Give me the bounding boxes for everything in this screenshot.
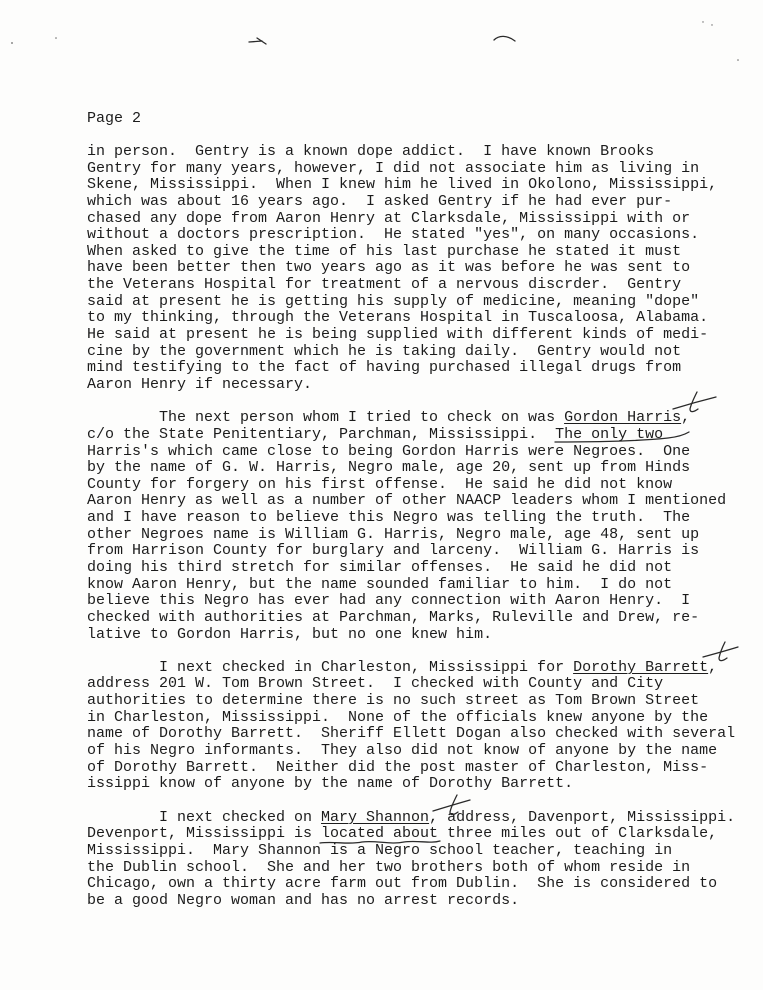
speck [737,59,739,61]
text-line: County for forgery on his first offense. He said he did not know [87,475,673,493]
underlined-name: Mary Shannon [321,808,430,826]
text-line: believe this Negro has ever had any connection with Aaron Henry. I [87,592,691,610]
text-line: Aaron Henry if necessary. [87,375,313,393]
text-line: He said at present he is being supplied with different kinds of medi- [87,326,709,344]
text-line: Skene, Mississippi. When I knew him he lived in Okolono, Mississippi, [87,176,718,194]
punch-mark [249,38,266,44]
text-segment: , [708,658,718,676]
text-line: Mississippi. Mary Shannon is a Negro school teacher, teaching in [87,841,673,859]
text-line: which was about 16 years ago. I asked Gentry if he had ever pur- [87,192,673,210]
paragraph-gentry [87,144,735,394]
text-line: without a doctors prescription. He stated "yes", on many occasions. [87,226,700,244]
text-line: checked with authorities at Parchman, Marks, Ruleville and Drew, re- [87,608,700,626]
text-line: Chicago, own a thirty acre farm out from Dublin. She is considered to [87,875,718,893]
text-line: of his Negro informants. They also did not know of anyone by the name [87,742,718,760]
text-line: address 201 W. Tom Brown Street. I checked with County and City [87,675,664,693]
text-line: When asked to give the time of his last purchase he stated it must [87,242,682,260]
text-line: doing his third stretch for similar offenses. He said he did not [87,558,673,576]
punch-mark [494,36,515,41]
paragraph-mary-shannon [87,810,735,910]
text-line: c/o the State Penitentiary, Parchman, Mississippi. The only two [87,425,664,443]
text-line: Harris's which came close to being Gordon Harris were Negroes. One [87,442,691,460]
text-line: other Negroes name is William G. Harris, Negro male, age 48, sent up [87,525,700,543]
underlined-name: Gordon Harris [564,409,682,427]
underlined-name: Dorothy Barrett [573,658,709,676]
speck [11,42,13,44]
text-line: Aaron Henry as well as a number of other NAACP leaders whom I mentioned [87,492,727,510]
paragraph-gordon-harris [87,410,735,643]
text-line [87,810,735,827]
document-body [87,111,735,910]
text-line: chased any dope from Aaron Henry at Clarksdale, Mississippi with or [87,209,691,227]
text-line: the Veterans Hospital for treatment of a nervous discrder. Gentry [87,276,682,294]
text-line [87,410,735,427]
text-line: in person. Gentry is a known dope addict. I have known Brooks [87,142,655,160]
text-segment: , [681,409,691,427]
text-line: name of Dorothy Barrett. Sheriff Ellett Dogan also checked with several [87,725,736,743]
text-line: know Aaron Henry, but the name sounded familiar to him. I do not [87,575,673,593]
text-line: lative to Gordon Harris, but no one knew him. [87,625,493,643]
text-line: be a good Negro woman and has no arrest records. [87,891,520,909]
speck [55,37,57,39]
text-segment: The next person whom I tried to check on was [159,409,565,427]
text-line: of Dorothy Barrett. Neither did the post master of Charleston, Miss- [87,758,709,776]
text-line: have been better then two years ago as it was before he was sent to [87,259,691,277]
text-line: cine by the government which he is taking daily. Gentry would not [87,342,682,360]
text-segment: I next checked on [159,808,322,826]
text-segment: , address, Davenport, Mississippi. [429,808,736,826]
text-line: by the name of G. W. Harris, Negro male, age 20, sent up from Hinds [87,459,691,477]
text-line: Gentry for many years, however, I did not associate him as living in [87,159,700,177]
text-line [87,660,735,677]
text-line: in Charleston, Mississippi. None of the officials knew anyone by the [87,708,709,726]
text-segment: I next checked in Charleston, Mississippi for [159,658,574,676]
speck [702,21,703,22]
text-line: to my thinking, through the Veterans Hospital in Tuscaloosa, Alabama. [87,309,709,327]
text-line: and I have reason to believe this Negro was telling the truth. The [87,509,691,527]
text-line: authorities to determine there is no such street as Tom Brown Street [87,692,700,710]
text-line: Devenport, Mississippi is located about three miles out of Clarksdale, [87,825,718,843]
text-line: issippi know of anyone by the name of Dorothy Barrett. [87,775,574,793]
text-line: the Dublin school. She and her two brothers both of whom reside in [87,858,691,876]
text-line: mind testifying to the fact of having purchased illegal drugs from [87,359,682,377]
text-line: said at present he is getting his supply of medicine, meaning "dope" [87,292,700,310]
paragraph-dorothy-barrett [87,660,735,793]
speck [711,24,712,25]
text-line: from Harrison County for burglary and larceny. William G. Harris is [87,542,700,560]
page-number: Page 2 [87,109,142,127]
